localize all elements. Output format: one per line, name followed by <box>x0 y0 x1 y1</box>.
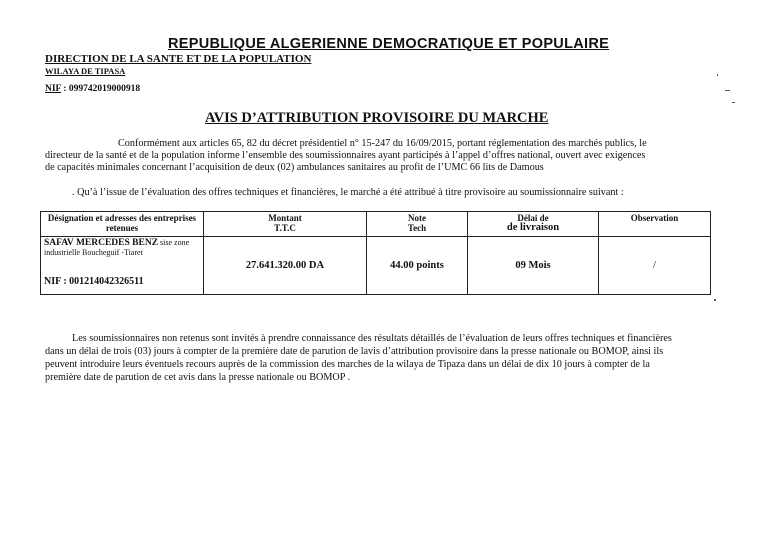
cell-score: 44.00 points <box>367 237 468 295</box>
country-heading: REPUBLIQUE ALGERIENNE DEMOCRATIQUE ET POPULAIRE <box>168 36 610 52</box>
scan-speck <box>714 299 716 301</box>
company-address-2: industrielle Boucheguif -Tiaret <box>44 248 143 257</box>
cell-company <box>41 237 204 295</box>
cell-observation: / <box>599 237 711 295</box>
intro-line-2: directeur de la santé et de la population informe l’ensemble des soumissionnaires ayant participés à l’appel d’offres national, ouvert avec exigences <box>45 150 646 161</box>
header-delay-line1: Délai de <box>517 213 549 223</box>
cell-amount: 27.641.320.00 DA <box>204 237 367 295</box>
award-table-header-row <box>41 212 711 237</box>
intro-line-1: Conformément aux articles 65, 82 du décret présidentiel n° 15-247 du 16/09/2015, portant réglementation des marchés publics, le <box>118 138 647 149</box>
cell-delay: 09 Mois <box>468 237 599 295</box>
scan-speck <box>725 90 730 91</box>
issuer-nif-label: NIF <box>45 84 62 94</box>
issuer-nif <box>45 84 140 94</box>
company-address-1: sise zone <box>158 238 190 247</box>
header-score <box>367 212 468 237</box>
header-observation-label: Observation <box>630 213 679 223</box>
issuer-nif-value: : 099742019000918 <box>61 84 141 94</box>
header-delay-line2: de livraison <box>506 222 560 233</box>
header-designation-line2: retenues <box>105 223 139 233</box>
header-amount-line1: Montant <box>268 213 302 223</box>
company-name-address <box>44 238 200 248</box>
company-nif: NIF : 001214042326511 <box>44 276 144 287</box>
header-amount <box>204 212 367 237</box>
header-score-line2: Tech <box>407 223 427 233</box>
scan-speck <box>717 74 718 76</box>
header-observation <box>599 212 711 237</box>
award-table <box>40 211 711 295</box>
header-delay <box>468 212 599 237</box>
company-name: SAFAV MERCEDES BENZ <box>44 238 159 248</box>
closing-line-2: dans un délai de trois (03) jours à compter de la première date de parution de lavis d’attribution provisoire dans la presse nationale ou BOMOP, ainsi ils <box>45 346 664 357</box>
scan-speck <box>732 102 735 103</box>
closing-line-3: peuvent introduire leurs éventuels recours auprès de la commission des marches de la wilaya de Tipaza dans un délai de dix 10 jours à compter de la <box>45 359 650 370</box>
header-amount-line2: T.T.C <box>274 223 296 233</box>
document-title: AVIS D’ATTRIBUTION PROVISOIRE DU MARCHE <box>205 110 549 126</box>
closing-line-1: Les soumissionnaires non retenus sont invités à prendre connaissance des résultats détaillés de l’évaluation de leurs offres techniques et financières <box>72 333 672 344</box>
closing-line-4: première date de parution de cet avis dans la presse nationale ou BOMOP . <box>45 372 351 383</box>
header-designation <box>41 212 204 237</box>
table-row <box>41 237 711 295</box>
intro-line-3: de capacités minimales concernant l’acquisition de deux (02) ambulances sanitaires au profit de l’UMC 66 lits de Damous <box>45 162 544 173</box>
header-designation-line1: Désignation et adresses des entreprises <box>47 213 197 223</box>
wilaya-heading: WILAYA DE TIPASA <box>45 66 126 76</box>
result-line: . Qu’à l’issue de l’évaluation des offres techniques et financières, le marché a été attribué à titre provisoire au soumissionnaire suivant : <box>72 187 624 198</box>
header-score-line1: Note <box>408 213 426 223</box>
direction-heading: DIRECTION DE LA SANTE ET DE LA POPULATION <box>45 53 312 65</box>
